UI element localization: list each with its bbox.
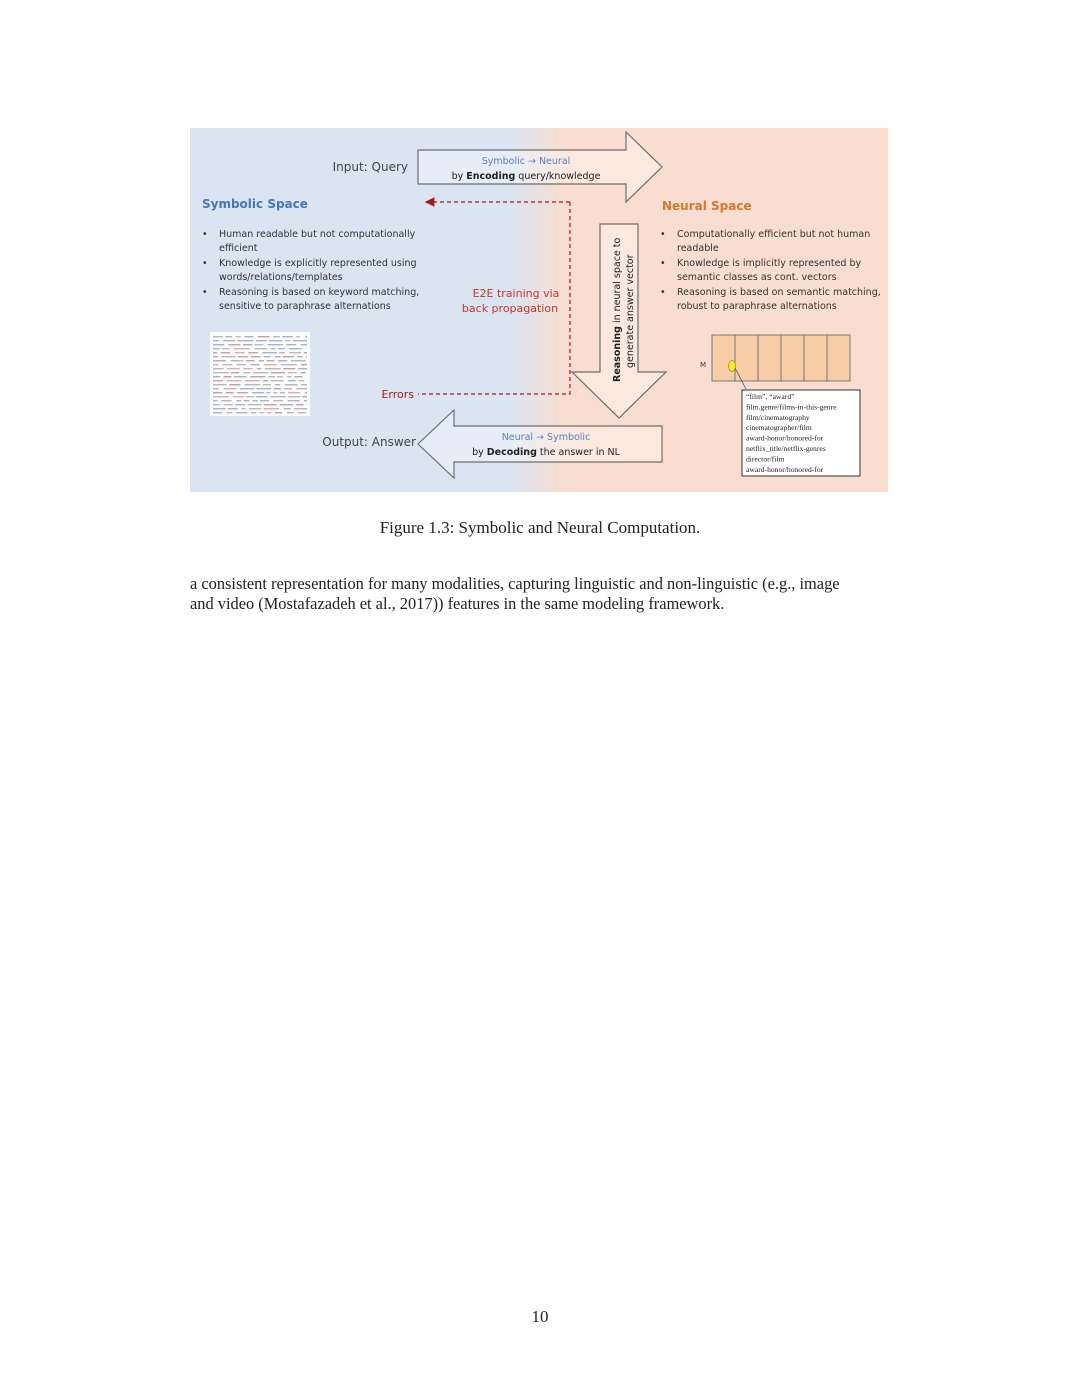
- thumbnail-stroke: [213, 376, 220, 377]
- neural-bullet-2-line-2: semantic classes as cont. vectors: [677, 272, 837, 283]
- thumbnail-stroke: [243, 368, 252, 369]
- thumbnail-stroke: [251, 364, 260, 365]
- thumbnail-stroke: [263, 380, 268, 381]
- thumbnail-stroke: [287, 376, 291, 377]
- thumbnail-stroke: [280, 404, 293, 405]
- encoding-label: by Encoding query/knowledge: [451, 171, 601, 182]
- neural-space-title: Neural Space: [662, 199, 752, 213]
- thumbnail-stroke: [258, 336, 270, 337]
- thumbnail-stroke: [237, 340, 253, 341]
- bullet-dot: •: [202, 258, 208, 269]
- page-number: 10: [531, 1307, 549, 1326]
- thumbnail-stroke: [213, 368, 224, 369]
- thumbnail-stroke: [234, 348, 250, 349]
- matrix-highlight: [729, 361, 736, 372]
- thumbnail-stroke: [266, 392, 270, 393]
- thumbnail-stroke: [236, 412, 247, 413]
- thumbnail-stroke: [260, 400, 269, 401]
- thumbnail-stroke: [213, 400, 218, 401]
- thumbnail-stroke: [231, 372, 240, 373]
- thumbnail-stroke: [253, 372, 268, 373]
- thumbnail-stroke: [298, 412, 307, 413]
- thumbnail-stroke: [257, 368, 262, 369]
- thumbnail-stroke: [213, 344, 224, 345]
- thumbnail-stroke: [259, 360, 264, 361]
- thumbnail-stroke: [246, 396, 254, 397]
- thumbnail-stroke: [256, 340, 267, 341]
- thumbnail-stroke: [243, 372, 250, 373]
- body-line-1: a consistent representation for many modalities, capturing linguistic and non-linguistic (e.g., image: [190, 574, 840, 593]
- thumbnail-stroke: [293, 340, 307, 341]
- thumbnail-stroke: [256, 396, 268, 397]
- body-line-2: and video (Mostafazadeh et al., 2017)) features in the same modeling framework.: [190, 594, 725, 613]
- thumbnail-stroke: [243, 344, 252, 345]
- thumbnail-stroke: [296, 336, 301, 337]
- thumbnail-stroke: [213, 380, 223, 381]
- thumbnail-stroke: [271, 348, 275, 349]
- thumbnail-stroke: [305, 336, 307, 337]
- thumbnail-stroke: [233, 396, 244, 397]
- relation-line: film/cinematography: [746, 412, 810, 422]
- decoding-label: by Decoding the answer in NL: [472, 447, 620, 458]
- thumbnail-stroke: [213, 396, 229, 397]
- thumbnail-stroke: [282, 356, 293, 357]
- neural-bullet-3-line-1: Reasoning is based on semantic matching,: [677, 287, 881, 298]
- thumbnail-stroke: [271, 372, 285, 373]
- neural-to-symbolic-label: Neural → Symbolic: [501, 432, 591, 443]
- thumbnail-stroke: [241, 408, 245, 409]
- thumbnail-stroke: [264, 364, 277, 365]
- thumbnail-stroke: [254, 348, 267, 349]
- thumbnail-stroke: [274, 388, 281, 389]
- thumbnail-stroke: [265, 368, 281, 369]
- thumbnail-stroke: [284, 388, 292, 389]
- thumbnail-stroke: [304, 352, 307, 353]
- thumbnail-stroke: [226, 412, 232, 413]
- thumbnail-stroke: [288, 380, 295, 381]
- thumbnail-stroke: [298, 368, 307, 369]
- thumbnail-stroke: [262, 352, 277, 353]
- output-answer-label: Output: Answer: [322, 435, 416, 449]
- thumbnail-stroke: [285, 384, 298, 385]
- thumbnail-stroke: [223, 388, 236, 389]
- thumbnail-stroke: [288, 372, 297, 373]
- relation-line: award-honor/honored-for: [746, 464, 824, 474]
- symbolic-bullet-1-line-1: Human readable but not computationally: [219, 229, 416, 240]
- thumbnail-stroke: [213, 404, 220, 405]
- thumbnail-stroke: [229, 344, 241, 345]
- thumbnail-stroke: [284, 408, 291, 409]
- thumbnail-stroke: [289, 352, 301, 353]
- thumbnail-stroke: [221, 352, 230, 353]
- symbolic-bullet-2-line-1: Knowledge is explicitly represented using: [219, 258, 417, 269]
- relation-line: netflix_title/netflix-genres: [746, 444, 826, 453]
- thumbnail-stroke: [252, 400, 257, 401]
- thumbnail-stroke: [283, 368, 295, 369]
- relation-line: “film”, “award”: [746, 392, 795, 401]
- thumbnail-stroke: [294, 408, 307, 409]
- bullet-dot: •: [202, 229, 208, 240]
- thumbnail-stroke: [275, 412, 282, 413]
- thumbnail-stroke: [224, 376, 232, 377]
- figure-symbolic-neural: [190, 128, 888, 492]
- relation-line: award-honor/honored-for: [746, 433, 824, 443]
- thumbnail-stroke: [248, 404, 261, 405]
- thumbnail-stroke: [279, 352, 285, 353]
- thumbnail-stroke: [249, 408, 261, 409]
- thumbnail-stroke: [288, 392, 300, 393]
- thumbnail-stroke: [296, 388, 307, 389]
- thumbnail-stroke: [288, 396, 300, 397]
- thumbnail-stroke: [267, 344, 282, 345]
- thumbnail-stroke: [228, 408, 238, 409]
- e2e-training-label-1: E2E training via: [472, 287, 560, 300]
- thumbnail-stroke: [278, 360, 287, 361]
- thumbnail-stroke: [250, 376, 265, 377]
- thumbnail-stroke: [244, 336, 253, 337]
- thumbnail-stroke: [236, 400, 241, 401]
- relation-line: director/film: [746, 454, 785, 464]
- thumbnail-stroke: [271, 380, 284, 381]
- relation-line: cinematographer/film: [746, 423, 812, 433]
- thumbnail-stroke: [273, 336, 280, 337]
- thumbnail-stroke: [213, 408, 226, 409]
- thumbnail-stroke: [282, 336, 293, 337]
- thumbnail-stroke: [267, 360, 275, 361]
- thumbnail-stroke: [294, 376, 302, 377]
- symbolic-bullet-3-line-2: sensitive to paraphrase alternations: [219, 301, 391, 312]
- thumbnail-stroke: [273, 392, 277, 393]
- neural-bullet-1-line-2: readable: [677, 243, 719, 254]
- thumbnail-stroke: [273, 400, 283, 401]
- matrix-label: M: [700, 361, 707, 369]
- thumbnail-stroke: [287, 412, 294, 413]
- reasoning-label-line-2: generate answer vector: [625, 254, 636, 368]
- thumbnail-stroke: [223, 404, 233, 405]
- neural-bullet-1-line-1: Computationally efficient but not human: [677, 229, 871, 240]
- thumbnail-stroke: [213, 340, 219, 341]
- neural-bullet-2-line-1: Knowledge is implicitly represented by: [677, 258, 862, 269]
- thumbnail-stroke: [237, 392, 248, 393]
- thumbnail-stroke: [213, 348, 220, 349]
- thumbnail-stroke: [301, 364, 307, 365]
- bullet-dot: •: [660, 287, 666, 298]
- bullet-dot: •: [202, 287, 208, 298]
- thumbnail-stroke: [213, 360, 226, 361]
- e2e-training-label-2: back propagation: [461, 302, 559, 315]
- body-paragraph: [190, 574, 890, 614]
- thumbnail-stroke: [213, 392, 223, 393]
- bullet-dot: •: [660, 229, 666, 240]
- thumbnail-stroke: [252, 392, 264, 393]
- thumbnail-stroke: [213, 412, 222, 413]
- thumbnail-stroke: [225, 336, 232, 337]
- input-query-label: Input: Query: [332, 160, 408, 174]
- thumbnail-stroke: [263, 384, 271, 385]
- thumbnail-stroke: [238, 356, 248, 357]
- thumbnail-stroke: [251, 356, 261, 357]
- thumbnail-stroke: [244, 384, 260, 385]
- thumbnail-stroke: [244, 400, 250, 401]
- thumbnail-stroke: [221, 400, 231, 401]
- errors-label: Errors: [381, 388, 414, 401]
- thumbnail-stroke: [305, 392, 307, 393]
- thumbnail-stroke: [278, 348, 285, 349]
- thumbnail-stroke: [246, 360, 254, 361]
- symbolic-bullet-1-line-2: efficient: [219, 243, 258, 254]
- thumbnail-stroke: [240, 388, 254, 389]
- thumbnail-stroke: [213, 352, 217, 353]
- thumbnail-stroke: [286, 344, 296, 345]
- thumbnail-stroke: [291, 360, 306, 361]
- thumbnail-stroke: [222, 356, 236, 357]
- relation-line: film.genre/films-in-this-genre: [746, 402, 837, 412]
- symbolic-bullet-3-line-1: Reasoning is based on keyword matching,: [219, 287, 420, 298]
- thumbnail-stroke: [296, 404, 303, 405]
- relation-list-box: [742, 390, 860, 476]
- thumbnail-stroke: [222, 348, 229, 349]
- thumbnail-stroke: [259, 412, 264, 413]
- thumbnail-stroke: [235, 404, 245, 405]
- thumbnail-stroke: [280, 392, 285, 393]
- thumbnail-stroke: [281, 364, 297, 365]
- svg-text:Reasoning in neural space to: Reasoning in neural space to: [612, 237, 623, 382]
- thumbnail-stroke: [270, 396, 285, 397]
- thumbnail-stroke: [306, 356, 307, 357]
- bullet-dot: •: [660, 258, 666, 269]
- thumbnail-stroke: [213, 372, 229, 373]
- thumbnail-stroke: [213, 336, 223, 337]
- thumbnail-stroke: [289, 348, 302, 349]
- thumbnail-stroke: [213, 384, 226, 385]
- symbolic-to-neural-label: Symbolic → Neural: [481, 156, 571, 167]
- thumbnail-stroke: [255, 344, 264, 345]
- thumbnail-stroke: [229, 384, 240, 385]
- thumbnail-stroke: [264, 356, 271, 357]
- thumbnail-stroke: [256, 388, 271, 389]
- thumbnail-stroke: [277, 376, 283, 377]
- thumbnail-stroke: [264, 404, 277, 405]
- thumbnail-stroke: [231, 360, 244, 361]
- thumbnail-stroke: [301, 344, 307, 345]
- thumbnail-stroke: [236, 336, 241, 337]
- thumbnail-stroke: [301, 384, 307, 385]
- thumbnail-stroke: [222, 364, 232, 365]
- thumbnail-stroke: [288, 400, 300, 401]
- thumbnail-stroke: [248, 352, 258, 353]
- figure-caption: Figure 1.3: Symbolic and Neural Computation.: [379, 518, 701, 537]
- symbolic-bullet-2-line-2: words/relations/templates: [219, 272, 343, 283]
- thumbnail-stroke: [226, 392, 234, 393]
- thumbnail-stroke: [213, 364, 218, 365]
- thumbnail-stroke: [285, 340, 290, 341]
- symbolic-space-title: Symbolic Space: [202, 197, 308, 211]
- thumbnail-stroke: [275, 384, 280, 385]
- symbolic-table-thumbnail: [210, 332, 310, 416]
- thumbnail-stroke: [267, 412, 271, 413]
- thumbnail-stroke: [213, 356, 218, 357]
- thumbnail-stroke: [227, 380, 242, 381]
- thumbnail-stroke: [251, 412, 256, 413]
- figure-diagram: [190, 128, 888, 492]
- thumbnail-stroke: [269, 340, 282, 341]
- thumbnail-stroke: [235, 352, 244, 353]
- thumbnail-stroke: [298, 380, 304, 381]
- thumbnail-stroke: [245, 380, 260, 381]
- thumbnail-stroke: [264, 408, 280, 409]
- thumbnail-stroke: [297, 356, 302, 357]
- thumbnail-stroke: [223, 340, 235, 341]
- neural-bullet-3-line-2: robust to paraphrase alternations: [677, 301, 837, 312]
- thumbnail-stroke: [275, 356, 281, 357]
- thumbnail-stroke: [302, 396, 307, 397]
- thumbnail-stroke: [304, 400, 307, 401]
- thumbnail-stroke: [268, 376, 275, 377]
- thumbnail-stroke: [213, 388, 219, 389]
- thumbnail-stroke: [234, 376, 247, 377]
- thumbnail-stroke: [227, 368, 240, 369]
- thumbnail-stroke: [301, 372, 306, 373]
- thumbnail-stroke: [236, 364, 246, 365]
- matrix-M: [712, 335, 850, 389]
